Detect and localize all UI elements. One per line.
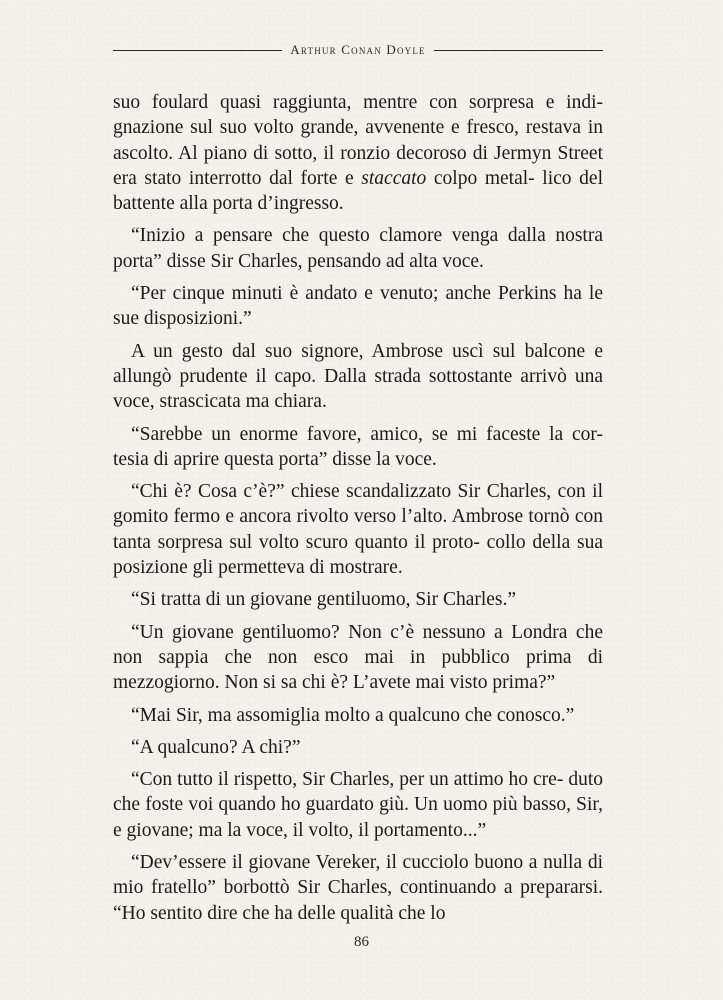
italic-text: staccato xyxy=(361,167,427,189)
paragraph xyxy=(113,223,603,274)
paragraph-text: “Per cinque minuti è andato e venuto; anche Perkins ha le sue disposizioni.” xyxy=(113,283,603,330)
paragraph xyxy=(113,620,603,696)
running-title: Arthur Conan Doyle xyxy=(290,42,426,57)
header-rule-right xyxy=(434,50,603,51)
paragraph-text: “Con tutto il rispetto, Sir Charles, per un attimo ho cre- duto che foste voi quando ho guardato giù. Un uomo più basso, Sir, e giovane; ma la voce, il volto, il portamento...” xyxy=(113,769,603,841)
paragraph-text: “Un giovane gentiluomo? Non c’è nessuno a Londra che non sappia che non esco mai in pubblico prima di mezzogiorno. Non si sa chi è? L’avete mai visto prima?” xyxy=(113,621,603,694)
paragraph xyxy=(113,587,603,612)
paragraph-text: “Mai Sir, ma assomiglia molto a qualcuno che conosco.” xyxy=(131,704,575,726)
paragraph xyxy=(113,422,603,473)
paragraph xyxy=(113,479,603,580)
paragraph-text: “Inizio a pensare che questo clamore venga dalla nostra porta” disse Sir Charles, pensando ad alta voce. xyxy=(113,225,603,272)
paragraph-text: “Chi è? Cosa c’è?” chiese scandalizzato Sir Charles, con il gomito fermo e ancora rivolto verso l’alto. Ambrose tornò con tanta sorpresa sul volto scuro quanto il proto- collo della sua posizione gli permetteva di mostrare. xyxy=(113,481,603,579)
paragraph-text: suo foulard quasi raggiunta, mentre con sorpresa e indi- gnazione sul suo volto grande, avvenente e fresco, restava in ascolto. Al piano di sotto, il ronzio decoroso di Jermyn Street era stato interrotto dal forte e xyxy=(113,92,603,189)
header-rule-left xyxy=(113,50,282,51)
paragraph xyxy=(113,767,603,843)
paragraph xyxy=(113,703,603,728)
paragraph-text: “A qualcuno? A chi?” xyxy=(131,736,301,758)
body-text xyxy=(113,90,603,933)
paragraph xyxy=(113,90,603,216)
paragraph xyxy=(113,850,603,926)
paragraph xyxy=(113,281,603,332)
paragraph-text: “Si tratta di un giovane gentiluomo, Sir Charles.” xyxy=(131,589,517,611)
paragraph xyxy=(113,339,603,415)
running-header xyxy=(113,40,603,60)
page-number: 86 xyxy=(354,934,369,950)
paragraph-text: “Sarebbe un enorme favore, amico, se mi faceste la cor- tesia di aprire questa porta” disse la voce. xyxy=(113,423,603,470)
paragraph-text: colpo metal- lico del battente alla porta d’ingresso. xyxy=(113,167,603,215)
paragraph xyxy=(113,735,603,760)
paragraph-text: A un gesto dal suo signore, Ambrose uscì sul balcone e allungò prudente il capo. Dalla strada sottostante arrivò una voce, strascicata ma chiara. xyxy=(113,340,603,413)
paragraph-text: “Dev’essere il giovane Vereker, il cucciolo buono a nulla di mio fratello” borbottò Sir Charles, continuando a prepararsi. “Ho sentito dire che ha delle qualità che lo xyxy=(113,852,603,924)
